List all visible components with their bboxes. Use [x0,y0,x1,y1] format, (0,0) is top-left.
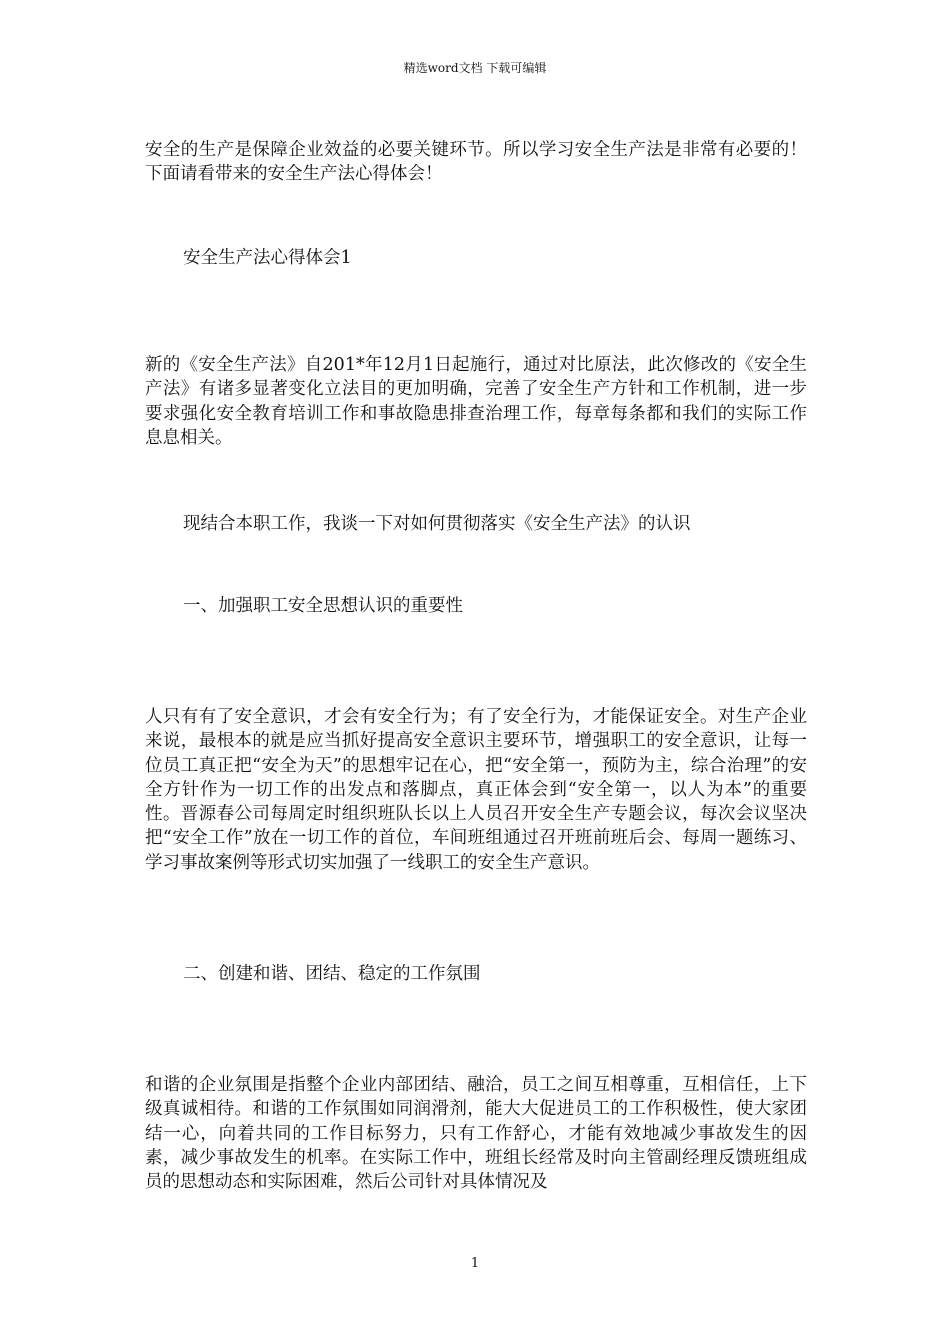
lead-line: 现结合本职工作，我谈一下对如何贯彻落实《安全生产法》的认识 [183,514,691,534]
section-title: 安全生产法心得体会1 [183,248,352,268]
paragraph-1: 新的《安全生产法》自201*年12月1日起施行，通过对比原法，此次修改的《安全生产法》有诸多显著变化立法目的更加明确，完善了安全生产方针和工作机制，进一步要求强化安全教育培训工作和事故隐患排查治理工作，每章每条都和我们的实际工作息息相关。 [145,355,807,448]
paragraph-2: 人只有有了安全意识，才会有安全行为；有了安全行为，才能保证安全。对生产企业来说，最根本的就是应当抓好提高安全意识主要环节，增强职工的安全意识，让每一位员工真正把“安全为天”的思想牢记在心，把“安全第一，预防为主，综合治理”的安全方针作为一切工作的出发点和落脚点，真正体会到“安全第一，以人为本”的重要性。晋源春公司每周定时组织班队长以上人员召开安全生产专题会议，每次会议坚决把“安全工作”放在一切工作的首位，车间班组通过召开班前班后会、每周一题练习、学习事故案例等形式切实加强了一线职工的安全生产意识。 [145,707,807,873]
page-header: 精选word文档 下载可编辑 [403,61,547,75]
paragraph-3: 和谐的企业氛围是指整个企业内部团结、融洽，员工之间互相尊重，互相信任，上下级真诚相待。和谐的工作氛围如同润滑剂，能大大促进员工的工作积极性，使大家团结一心，向着共同的工作目标努力，只有工作舒心，才能有效地减少事故发生的因素，减少事故发生的机率。在实际工作中，班组长经常及时向主管副经理反馈班组成员的思想动态和实际困难，然后公司针对具体情况及 [145,1075,807,1193]
heading-1: 一、加强职工安全思想认识的重要性 [183,596,463,616]
heading-2: 二、创建和谐、团结、稳定的工作氛围 [183,964,481,984]
page-number: 1 [470,1256,480,1271]
intro-paragraph: 安全的生产是保障企业效益的必要关键环节。所以学习安全生产法是非常有必要的！下面请看带来的安全生产法心得体会！ [145,140,807,185]
